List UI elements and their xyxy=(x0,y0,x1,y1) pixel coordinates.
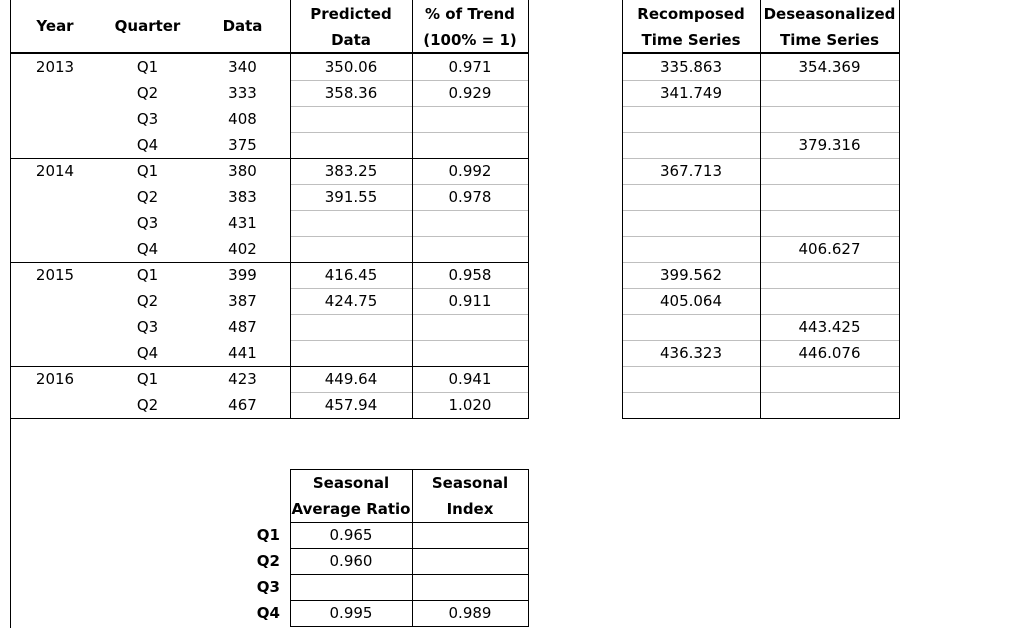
cell-data: 383 xyxy=(228,188,257,206)
cell-recomposed: 367.713 xyxy=(659,162,723,180)
cell-predicted: 416.45 xyxy=(324,266,378,284)
seasonal-col-border xyxy=(412,469,413,627)
cell-predicted: 391.55 xyxy=(324,188,378,206)
gridline-main xyxy=(290,288,528,289)
gridline-main xyxy=(290,106,528,107)
header-seasonal-ratio-line2: Average Ratio xyxy=(291,500,411,518)
cell-recomposed: 405.064 xyxy=(659,292,723,310)
seasonal-top-border xyxy=(290,469,528,470)
cell-data: 423 xyxy=(228,370,257,388)
cell-seasonal-ratio: 0.995 xyxy=(329,604,373,622)
seasonal-row-border xyxy=(290,600,528,601)
cell-year xyxy=(10,392,100,418)
cell-predicted: 424.75 xyxy=(324,292,378,310)
cell-data: 441 xyxy=(228,344,257,362)
header-deseason-line2: Time Series xyxy=(779,31,880,49)
header-year: Year xyxy=(36,17,74,35)
cell-trend xyxy=(412,236,528,262)
cell-year xyxy=(10,184,100,210)
cell-data: 487 xyxy=(228,318,257,336)
gridline-main xyxy=(290,210,528,211)
seasonal-quarter-label: Q2 xyxy=(256,552,280,570)
cell-data: 408 xyxy=(228,110,257,128)
cell-trend: 0.941 xyxy=(448,370,492,388)
cell-data: 399 xyxy=(228,266,257,284)
cell-predicted: 449.64 xyxy=(324,370,378,388)
cell-data: 375 xyxy=(228,136,257,154)
cell-year xyxy=(10,314,100,340)
gridline-main xyxy=(290,236,528,237)
cell-predicted: 457.94 xyxy=(324,396,378,414)
cell-seasonal-index xyxy=(412,574,528,600)
cell-deseasonalized: 354.369 xyxy=(798,58,861,76)
gridline-main xyxy=(290,340,528,341)
cell-trend xyxy=(412,106,528,132)
cell-seasonal-index xyxy=(412,522,528,548)
cell-predicted xyxy=(290,132,412,158)
seasonal-header-border xyxy=(290,522,528,523)
cell-year: 2015 xyxy=(35,266,75,284)
seasonal-row-border xyxy=(290,548,528,549)
cell-deseasonalized xyxy=(760,184,899,210)
cell-quarter: Q2 xyxy=(136,84,159,102)
cell-recomposed xyxy=(622,366,760,392)
seasonal-col-border xyxy=(528,469,529,627)
cell-quarter: Q1 xyxy=(136,58,159,76)
header-data: Data xyxy=(222,17,263,35)
cell-year: 2013 xyxy=(35,58,75,76)
cell-predicted xyxy=(290,210,412,236)
header-predicted-line1: Predicted xyxy=(310,5,392,23)
cell-deseasonalized: 406.627 xyxy=(798,240,861,258)
seasonal-row-border xyxy=(290,626,528,627)
cell-trend: 0.929 xyxy=(448,84,492,102)
cell-trend: 1.020 xyxy=(448,396,492,414)
col-border xyxy=(10,0,11,628)
cell-recomposed: 436.323 xyxy=(659,344,723,362)
year-group-border xyxy=(10,366,528,367)
header-recomposed-line1: Recomposed xyxy=(637,5,745,23)
col-border xyxy=(528,0,529,419)
gridline-main xyxy=(290,184,528,185)
cell-deseasonalized xyxy=(760,80,899,106)
header-seasonal-ratio-line1: Seasonal xyxy=(312,474,390,492)
cell-trend xyxy=(412,132,528,158)
cell-seasonal-ratio: 0.965 xyxy=(329,526,373,544)
cell-year xyxy=(10,340,100,366)
cell-year xyxy=(10,80,100,106)
header-trend-line1: % of Trend xyxy=(425,5,515,23)
cell-predicted: 383.25 xyxy=(324,162,378,180)
seasonal-col-border xyxy=(290,469,291,627)
cell-seasonal-ratio xyxy=(290,574,412,600)
cell-predicted xyxy=(290,314,412,340)
cell-data: 467 xyxy=(228,396,257,414)
cell-recomposed: 341.749 xyxy=(659,84,723,102)
cell-deseasonalized xyxy=(760,366,899,392)
cell-quarter: Q4 xyxy=(136,240,159,258)
cell-trend: 0.992 xyxy=(448,162,492,180)
cell-deseasonalized xyxy=(760,392,899,418)
cell-year xyxy=(10,210,100,236)
cell-trend: 0.958 xyxy=(448,266,492,284)
table-bottom-border xyxy=(10,418,528,419)
header-border-main xyxy=(10,52,528,54)
seasonal-row-border xyxy=(290,574,528,575)
header-deseason-line1: Deseasonalized xyxy=(763,5,896,23)
seasonal-quarter-label: Q3 xyxy=(256,578,280,596)
cell-recomposed xyxy=(622,184,760,210)
cell-seasonal-index: 0.989 xyxy=(448,604,492,622)
cell-trend xyxy=(412,314,528,340)
gridline-main xyxy=(290,132,528,133)
header-seasonal-index-line1: Seasonal xyxy=(431,474,509,492)
gridline-main xyxy=(290,80,528,81)
cell-recomposed xyxy=(622,236,760,262)
cell-quarter: Q3 xyxy=(136,318,159,336)
cell-deseasonalized xyxy=(760,210,899,236)
cell-year xyxy=(10,288,100,314)
header-seasonal-index-line2: Index xyxy=(446,500,494,518)
cell-year xyxy=(10,132,100,158)
cell-trend: 0.911 xyxy=(448,292,492,310)
cell-data: 431 xyxy=(228,214,257,232)
cell-quarter: Q4 xyxy=(136,136,159,154)
cell-trend: 0.978 xyxy=(448,188,492,206)
seasonal-quarter-label: Q1 xyxy=(256,526,280,544)
cell-deseasonalized: 446.076 xyxy=(798,344,861,362)
cell-quarter: Q1 xyxy=(136,370,159,388)
cell-quarter: Q1 xyxy=(136,162,159,180)
cell-quarter: Q2 xyxy=(136,396,159,414)
cell-data: 402 xyxy=(228,240,257,258)
cell-quarter: Q4 xyxy=(136,344,159,362)
cell-deseasonalized xyxy=(760,106,899,132)
cell-quarter: Q3 xyxy=(136,214,159,232)
cell-year: 2014 xyxy=(35,162,75,180)
cell-recomposed xyxy=(622,314,760,340)
cell-predicted xyxy=(290,236,412,262)
col-border-right xyxy=(899,0,900,419)
col-border xyxy=(412,0,413,419)
cell-predicted: 358.36 xyxy=(324,84,378,102)
header-trend-line2: (100% = 1) xyxy=(423,31,517,49)
cell-deseasonalized xyxy=(760,288,899,314)
cell-trend: 0.971 xyxy=(448,58,492,76)
header-quarter: Quarter xyxy=(114,17,181,35)
cell-deseasonalized: 379.316 xyxy=(798,136,861,154)
cell-trend xyxy=(412,340,528,366)
cell-recomposed: 399.562 xyxy=(659,266,723,284)
cell-quarter: Q2 xyxy=(136,188,159,206)
cell-recomposed xyxy=(622,392,760,418)
cell-quarter: Q1 xyxy=(136,266,159,284)
cell-seasonal-ratio: 0.960 xyxy=(329,552,373,570)
cell-trend xyxy=(412,210,528,236)
cell-data: 340 xyxy=(228,58,257,76)
cell-recomposed xyxy=(622,132,760,158)
cell-year xyxy=(10,106,100,132)
cell-recomposed: 335.863 xyxy=(659,58,723,76)
cell-predicted xyxy=(290,340,412,366)
cell-deseasonalized xyxy=(760,158,899,184)
gridline-main xyxy=(290,314,528,315)
cell-deseasonalized xyxy=(760,262,899,288)
col-border xyxy=(290,0,291,419)
cell-deseasonalized: 443.425 xyxy=(798,318,861,336)
col-border-right xyxy=(760,0,761,419)
cell-quarter: Q2 xyxy=(136,292,159,310)
cell-year: 2016 xyxy=(35,370,75,388)
header-predicted-line2: Data xyxy=(331,31,371,49)
cell-data: 333 xyxy=(228,84,257,102)
year-group-border xyxy=(10,158,528,159)
header-recomposed-line2: Time Series xyxy=(641,31,741,49)
col-border-right xyxy=(622,0,623,419)
cell-year xyxy=(10,236,100,262)
cell-recomposed xyxy=(622,210,760,236)
cell-quarter: Q3 xyxy=(136,110,159,128)
cell-seasonal-index xyxy=(412,548,528,574)
cell-data: 387 xyxy=(228,292,257,310)
seasonal-quarter-label: Q4 xyxy=(256,604,280,622)
gridline-main xyxy=(290,392,528,393)
cell-predicted xyxy=(290,106,412,132)
cell-data: 380 xyxy=(228,162,257,180)
cell-predicted: 350.06 xyxy=(324,58,378,76)
year-group-border xyxy=(10,262,528,263)
cell-recomposed xyxy=(622,106,760,132)
